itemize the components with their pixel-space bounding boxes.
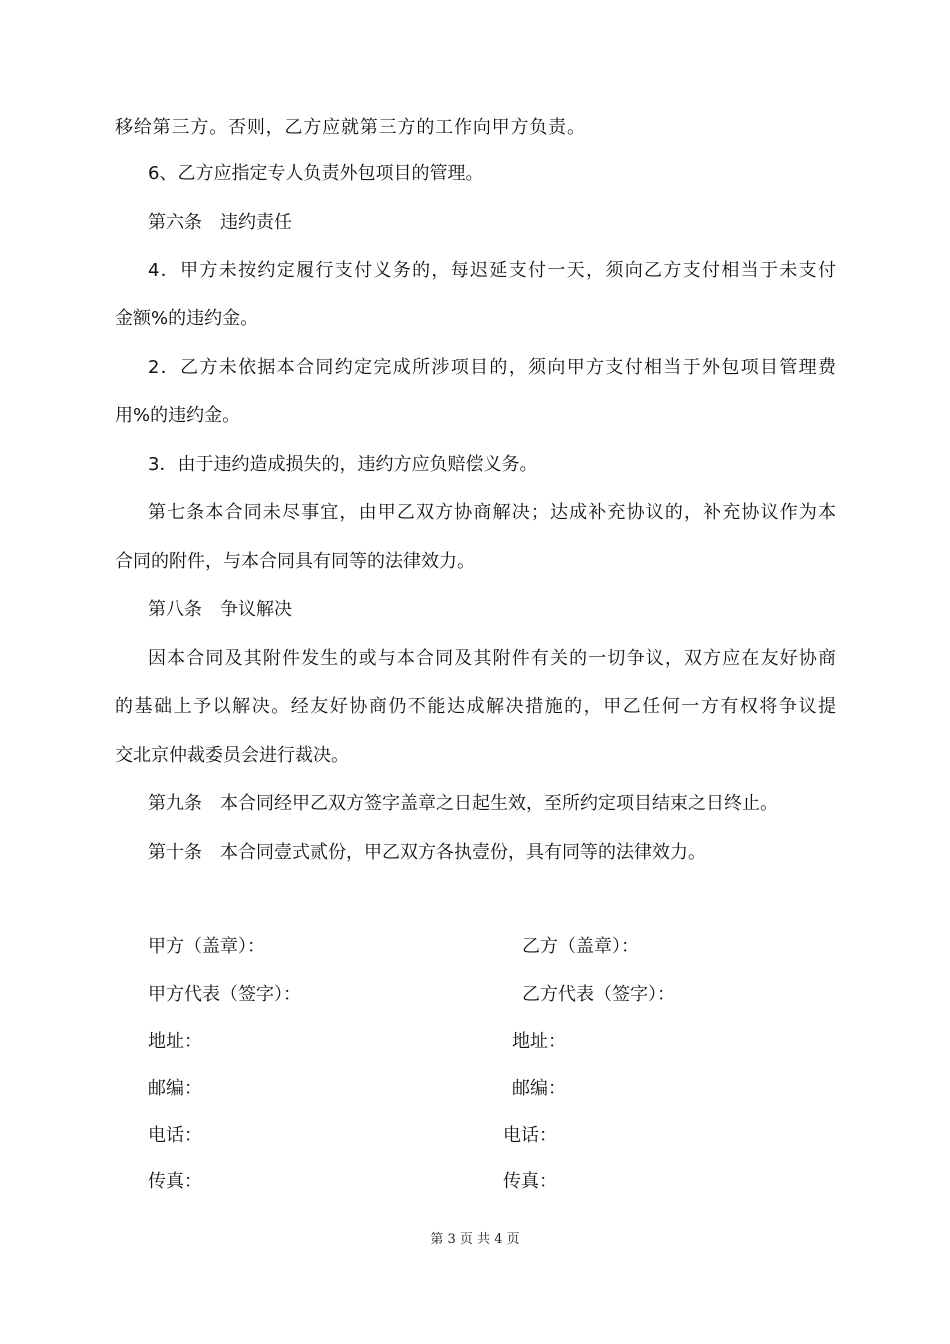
party-b-address-label: 地址： [512, 1031, 566, 1052]
text-line: 的基础上予以解决。经友好协商仍不能达成解决措施的，甲乙任何一方有权将争议提 [115, 696, 836, 717]
text-line: 6、乙方应指定专人负责外包项目的管理。 [148, 163, 484, 184]
section-heading: 第八条 争议解决 [148, 599, 292, 620]
text-line: 第七条本合同未尽事宜，由甲乙双方协商解决；达成补充协议的，补充协议作为本 [148, 502, 836, 523]
party-b-phone-label: 电话： [503, 1125, 557, 1146]
text-line: 第九条 本合同经甲乙双方签字盖章之日起生效，至所约定项目结束之日终止。 [148, 793, 778, 814]
text-line: 2．乙方未依据本合同约定完成所涉项目的，须向甲方支付相当于外包项目管理费 [148, 357, 836, 378]
party-a-rep-label: 甲方代表（签字）： [148, 984, 301, 1005]
party-a-address-label: 地址： [148, 1031, 202, 1052]
party-a-phone-label: 电话： [148, 1125, 202, 1146]
party-b-seal-label: 乙方（盖章）： [522, 936, 639, 957]
text-line: 合同的附件，与本合同具有同等的法律效力。 [115, 551, 475, 572]
page-number-footer: 第 3 页 共 4 页 [430, 1232, 520, 1247]
text-line: 金额%的违约金。 [115, 308, 259, 329]
text-line: 交北京仲裁委员会进行裁决。 [115, 745, 349, 766]
party-a-seal-label: 甲方（盖章）： [148, 936, 265, 957]
party-b-postcode-label: 邮编： [512, 1078, 566, 1099]
text-line: 用%的违约金。 [115, 405, 241, 426]
text-line: 因本合同及其附件发生的或与本合同及其附件有关的一切争议，双方应在友好协商 [148, 648, 836, 669]
text-line: 4．甲方未按约定履行支付义务的，每迟延支付一天，须向乙方支付相当于未支付 [148, 260, 836, 281]
text-line: 移给第三方。否则，乙方应就第三方的工作向甲方负责。 [115, 117, 585, 138]
party-b-rep-label: 乙方代表（签字）： [522, 984, 675, 1005]
party-a-fax-label: 传真： [148, 1171, 202, 1192]
text-line: 第十条 本合同壹式贰份，甲乙双方各执壹份，具有同等的法律效力。 [148, 842, 706, 863]
party-a-postcode-label: 邮编： [148, 1078, 202, 1099]
party-b-fax-label: 传真： [503, 1171, 557, 1192]
text-line: 3．由于违约造成损失的，违约方应负赔偿义务。 [148, 454, 538, 475]
section-heading: 第六条 违约责任 [148, 212, 292, 233]
